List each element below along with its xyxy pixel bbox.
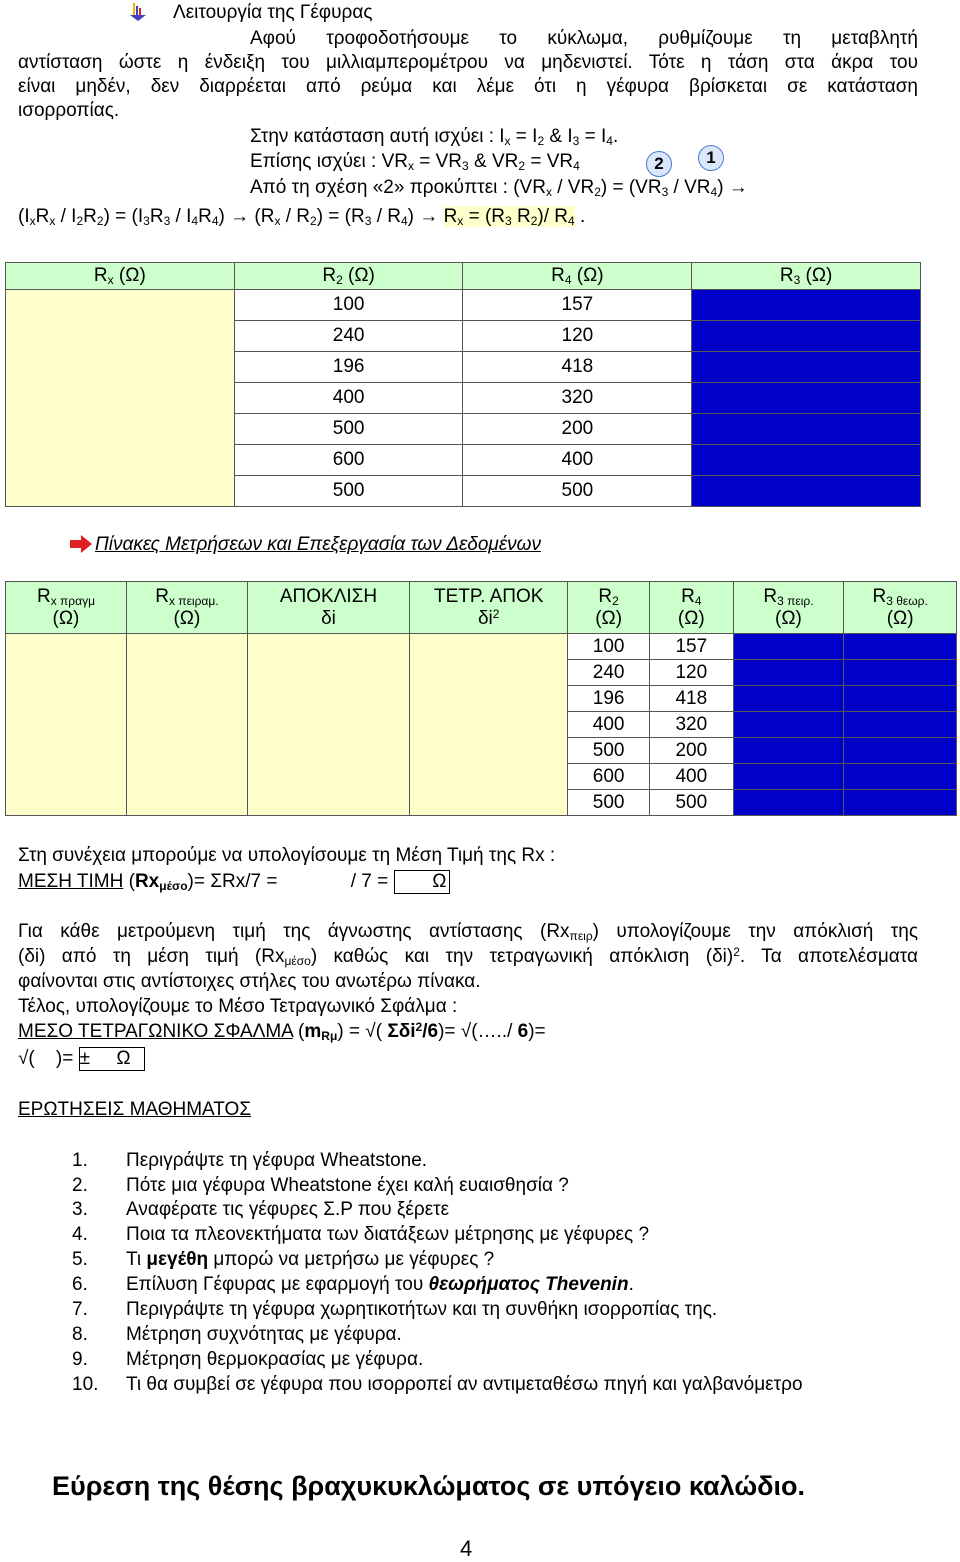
question-text: Μέτρηση συχνότητας με γέφυρα. <box>126 1324 402 1345</box>
mean-unit: Ω <box>432 871 447 892</box>
question-text: Περιγράψτε τη γέφυρα χωρητικοτήτων και τη συνθήκη ισορροπίας της. <box>126 1299 718 1320</box>
header-rx-exp: $R_{x \pi\varepsilon\iota\rho\alpha\mu.}$ (Ω) <box>126 582 247 634</box>
deviation-sub: πειρ <box>569 929 593 943</box>
section-link[interactable]: Πίνακες Μετρήσεων και Επεξεργασία των Δεδομένων <box>95 534 541 555</box>
equation-line-2: Επίσης ισχύει : $VR_x = VR_3$ & $VR_2 = VR_4$ <box>250 151 580 173</box>
header-rx-real: $R_{x \pi\rho\alpha\gamma\mu}$ (Ω) <box>6 582 127 634</box>
section-heading: Λειτουργία της Γέφυρας <box>173 2 373 23</box>
r4-cell: 500 <box>463 476 692 507</box>
r3-cell[interactable] <box>692 383 921 414</box>
bullet-icon <box>128 2 148 22</box>
r2-cell: 100 <box>234 290 463 321</box>
r4-cell: 320 <box>649 712 733 738</box>
r2-cell: 600 <box>568 764 650 790</box>
question-number: 3. <box>72 1199 88 1220</box>
r3-cell[interactable] <box>692 414 921 445</box>
r3-theory-cell[interactable] <box>844 712 957 738</box>
header-r3-theory: $R_{3 \theta\varepsilon\omega\rho.}$ (Ω) <box>844 582 957 634</box>
question-number: 10. <box>72 1374 99 1395</box>
question-item <box>72 1274 634 1296</box>
next-section-heading: Εύρεση της θέσης βραχυκυκλώματος σε υπόγειο καλώδιο. <box>52 1471 805 1501</box>
mean-result-box[interactable] <box>394 870 450 894</box>
r3-exp-cell[interactable] <box>733 686 844 712</box>
rx-real-cell[interactable] <box>6 634 127 816</box>
question-item <box>72 1299 717 1321</box>
question-emphasis: θεωρήματος Thevenin <box>428 1274 629 1295</box>
header-sq-deviation: ΤΕΤΡ. ΑΠΟΚ $\delta i^2$ <box>410 582 568 634</box>
mse-result-box[interactable]: ± Ω <box>79 1047 145 1071</box>
question-text: Πότε μια γέφυρα Wheatstone έχει καλή ευαισθησία ? <box>126 1175 569 1196</box>
r3-exp-cell[interactable] <box>733 712 844 738</box>
question-item <box>72 1175 569 1197</box>
question-number: 6. <box>72 1274 88 1295</box>
deviation-cell[interactable] <box>247 634 409 816</box>
r3-theory-cell[interactable] <box>844 634 957 660</box>
r3-theory-cell[interactable] <box>844 738 957 764</box>
question-text: Περιγράψτε τη γέφυρα Wheatstone. <box>126 1150 428 1171</box>
equation-line-1: Στην κατάσταση αυτή ισχύει : $I_x = I_2$ & $I_3 = I_4$. <box>250 126 619 148</box>
measurement-table-1 <box>5 262 921 507</box>
question-number: 9. <box>72 1349 88 1370</box>
r2-cell: 500 <box>234 414 463 445</box>
r4-cell: 400 <box>463 445 692 476</box>
r2-cell: 500 <box>568 738 650 764</box>
question-number: 4. <box>72 1224 88 1245</box>
deviation-line-3: φαίνονται στις αντίστοιχες στήλες του ανωτέρω πίνακα. <box>18 971 481 992</box>
r2-cell: 600 <box>234 445 463 476</box>
r4-cell: 157 <box>463 290 692 321</box>
deviation-sup: 2 <box>733 945 740 959</box>
r3-exp-cell[interactable] <box>733 738 844 764</box>
equation-line-4: $(I_xR_x / I_2R_2) = (I_3R_3 / I_4R_4) \to (R_x / R_2) = (R_3 / R_4) \to R_x = (R_3$ $R_2)/$ $R_4$ . <box>18 206 586 228</box>
r4-cell: 200 <box>649 738 733 764</box>
r3-theory-cell[interactable] <box>844 790 957 816</box>
r3-theory-cell[interactable] <box>844 660 957 686</box>
r2-cell: 196 <box>234 352 463 383</box>
r4-cell: 500 <box>649 790 733 816</box>
r3-exp-cell[interactable] <box>733 764 844 790</box>
deviation-text: ) υπολογίζουμε την απόκλισή της <box>592 921 919 942</box>
mse-result: √( )= ± Ω <box>18 1047 145 1071</box>
question-text: μπορώ να μετρήσω με γέφυρες ? <box>208 1249 495 1270</box>
equation-text: Από τη σχέση «2» προκύπτει : <box>250 177 508 198</box>
question-item <box>72 1150 427 1172</box>
rx-cell[interactable] <box>6 290 235 507</box>
measurement-table-2 <box>5 581 957 816</box>
question-number: 5. <box>72 1249 88 1270</box>
question-number: 8. <box>72 1324 88 1345</box>
deviation-line-1 <box>18 920 918 944</box>
r3-cell[interactable] <box>692 476 921 507</box>
r3-cell[interactable] <box>692 352 921 383</box>
question-number: 1. <box>72 1150 88 1171</box>
paragraph-line: αντίσταση ώστε η ένδειξη του μιλλιαμπερομέτρου να μηδενιστεί. Τότε η τάση στα άκρα του <box>18 52 918 73</box>
header-r3-exp: $R_{3 \pi\varepsilon\iota\rho.}$ (Ω) <box>733 582 844 634</box>
sq-deviation-cell[interactable] <box>410 634 568 816</box>
header-r4: $R_4$ (Ω) <box>649 582 733 634</box>
mse-unit: Ω <box>116 1048 131 1069</box>
r3-exp-cell[interactable] <box>733 634 844 660</box>
question-number: 7. <box>72 1299 88 1320</box>
deviation-line-2 <box>18 945 918 969</box>
question-item <box>72 1224 649 1246</box>
r4-cell: 418 <box>463 352 692 383</box>
header-deviation: ΑΠΟΚΛΙΣΗ δi <box>247 582 409 634</box>
mean-formula: ΜΕΣΗ ΤΙΜΗ $(Rx_{\mu έ\sigma o})= \Sigma Rx/7$ = / 7 = Ω <box>18 870 450 894</box>
r4-cell: 157 <box>649 634 733 660</box>
question-item <box>72 1324 402 1346</box>
r2-cell: 240 <box>568 660 650 686</box>
r4-cell: 418 <box>649 686 733 712</box>
questions-title: ΕΡΩΤΗΣΕΙΣ ΜΑΘΗΜΑΤΟΣ <box>18 1099 252 1120</box>
mean-div: / 7 = <box>350 871 389 892</box>
r2-cell: 500 <box>568 790 650 816</box>
question-text: Ποια τα πλεονεκτήματα των διατάξεων μέτρησης με γέφυρες ? <box>126 1224 650 1245</box>
r3-cell[interactable] <box>692 290 921 321</box>
question-text: Επίλυση Γέφυρας με εφαρμογή του <box>126 1274 429 1295</box>
r2-cell: 400 <box>568 712 650 738</box>
mse-formula: ΜΕΣΟ ΤΕΤΡΑΓΩΝΙΚΟ ΣΦΑΛΜΑ $(m_{R\mu})$ = √( Σδi$^2$/6)= √(…../ 6)= <box>18 1020 546 1043</box>
r2-cell: 500 <box>234 476 463 507</box>
r2-cell: 400 <box>234 383 463 414</box>
question-text: Αναφέρατε τις γέφυρες Σ.Ρ που ξέρετε <box>126 1199 450 1220</box>
equation-number-1: 1 <box>698 145 724 171</box>
r2-cell: 100 <box>568 634 650 660</box>
deviation-text: ) καθώς και την τετραγωνική απόκλιση (δi) <box>310 946 734 967</box>
r3-cell[interactable] <box>692 445 921 476</box>
header-rx: $R_x$ (Ω) <box>6 263 235 290</box>
question-emphasis: μεγέθη <box>146 1249 209 1270</box>
equation-text: Στην κατάσταση αυτή ισχύει : <box>250 126 494 147</box>
r4-cell: 400 <box>649 764 733 790</box>
paragraph-line: Αφού τροφοδοτήσουμε το κύκλωμα, ρυθμίζουμε τη μεταβλητή <box>250 28 918 49</box>
deviation-sub: μέσο <box>284 954 311 968</box>
mean-intro: Στη συνέχεια μπορούμε να υπολογίσουμε τη Μέση Τιμή της Rx : <box>18 845 556 866</box>
r3-theory-cell[interactable] <box>844 764 957 790</box>
deviation-line-4: Τέλος, υπολογίζουμε το Μέσο Τετραγωνικό Σφάλμα : <box>18 996 458 1017</box>
header-r4: $R_4$ (Ω) <box>463 263 692 290</box>
r2-cell: 196 <box>568 686 650 712</box>
paragraph-line: είναι μηδέν, δεν διαρρέεται από ρεύμα και λέμε ότι η γέφυρα βρίσκεται σε κατάσταση <box>18 76 918 97</box>
mean-label: ΜΕΣΗ ΤΙΜΗ <box>18 871 124 892</box>
r4-cell: 200 <box>463 414 692 445</box>
question-text: . <box>628 1274 634 1295</box>
r3-exp-cell[interactable] <box>733 660 844 686</box>
r3-theory-cell[interactable] <box>844 686 957 712</box>
question-text: Τι <box>126 1249 147 1270</box>
page-number: 4 <box>460 1536 473 1561</box>
question-item <box>72 1199 449 1221</box>
question-item <box>72 1349 423 1371</box>
r4-cell: 120 <box>463 321 692 352</box>
r4-cell: 120 <box>649 660 733 686</box>
mse-label: ΜΕΣΟ ΤΕΤΡΑΓΩΝΙΚΟ ΣΦΑΛΜΑ <box>18 1021 293 1042</box>
question-number: 2. <box>72 1175 88 1196</box>
question-item <box>72 1374 803 1396</box>
question-item <box>72 1249 494 1271</box>
mean-formula-text: = ΣRx/7 = <box>193 871 278 892</box>
arrow-icon <box>70 535 92 553</box>
r3-cell[interactable] <box>692 321 921 352</box>
question-text: Τι θα συμβεί σε γέφυρα που ισορροπεί αν αντιμεταθέσω πηγή και γαλβανόμετρο <box>126 1374 803 1395</box>
equation-text: Επίσης ισχύει : <box>250 151 377 172</box>
r3-exp-cell[interactable] <box>733 790 844 816</box>
paragraph-line: ισορροπίας. <box>18 100 120 121</box>
r2-cell: 240 <box>234 321 463 352</box>
equation-number-2: 2 <box>646 151 672 177</box>
header-r2: $R_2$ (Ω) <box>568 582 650 634</box>
header-r3: $R_3$ (Ω) <box>692 263 921 290</box>
question-text: Μέτρηση θερμοκρασίας με γέφυρα. <box>126 1349 424 1370</box>
header-r2: $R_2$ (Ω) <box>234 263 463 290</box>
r4-cell: 320 <box>463 383 692 414</box>
deviation-text: Για κάθε μετρούμενη τιμή της άγνωστης αντίστασης (Rx <box>18 921 570 942</box>
deviation-text: (δi) από τη μέση τιμή (Rx <box>18 946 285 967</box>
rx-exp-cell[interactable] <box>126 634 247 816</box>
deviation-text: . Τα αποτελέσματα <box>739 946 918 967</box>
equation-line-3: Από τη σχέση «2» προκύπτει : $(VR_x / VR_2) = (VR_3 / VR_4)$ → <box>250 177 748 199</box>
